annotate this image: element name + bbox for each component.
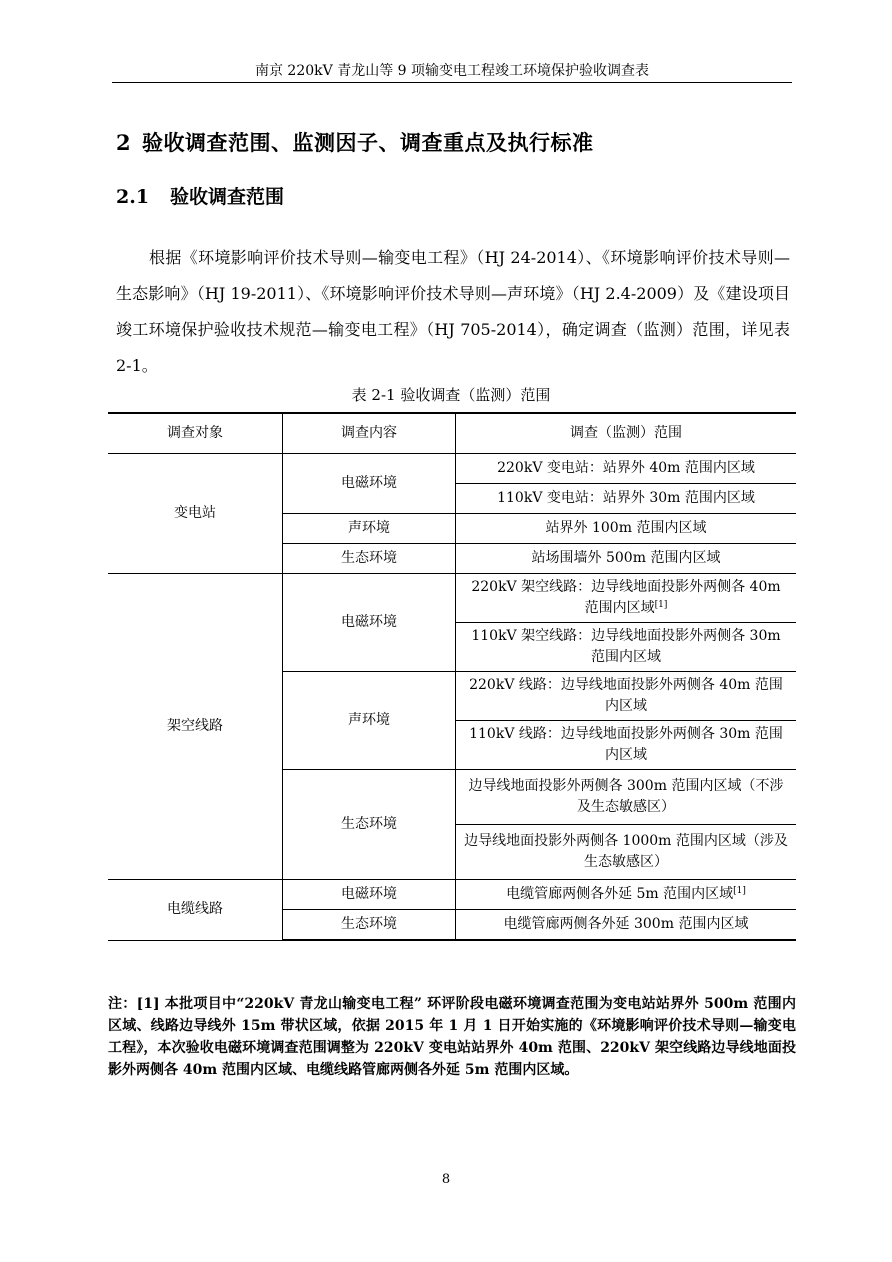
footnote-ref: [1] [733,886,746,896]
subsection-heading [116,183,284,211]
table-header-row [108,413,796,454]
overhead-noise-label: 声环境 [283,672,456,770]
substation-em-110-cell: 110kV 变电站：站界外 30m 范围内区域 [456,484,797,514]
section-title: 验收调查范围、监测因子、调查重点及执行标准 [142,130,594,155]
cable-em-cell [456,880,797,910]
survey-range-table [108,412,796,941]
substation-noise-cell: 站界外 100m 范围内区域 [456,514,797,544]
substation-eco-label: 生态环境 [283,544,456,574]
section-number: 2 [116,130,132,155]
subsection-number: 2.1 [116,186,150,208]
table-caption: 表 2-1 验收调查（监测）范围 [351,386,551,404]
overhead-object-cell: 架空线路 [108,574,283,880]
substation-noise-label: 声环境 [283,514,456,544]
cable-em-text: 电缆管廊两侧各外延 5m 范围内区域 [506,886,734,902]
overhead-eco-label: 生态环境 [283,770,456,880]
body-paragraph: 根据《环境影响评价技术导则—输变电工程》（HJ 24-2014）、《环境影响评价技术导则—生态影响》（HJ 19-2011）、《环境影响评价技术导则—声环境》（HJ 2.4-2009）及《建设项目竣工环境保护验收技术规范—输变电工程》（HJ 705-2014），确定调查（监测）范围，详见表 2-1。 [116,248,790,375]
overhead-noise-220-cell: 220kV 线路：边导线地面投影外两侧各 40m 范围内区域 [456,672,797,721]
overhead-eco-1000-cell: 边导线地面投影外两侧各 1000m 范围内区域（涉及生态敏感区） [456,825,797,880]
overhead-em-label: 电磁环境 [283,574,456,672]
substation-em-label: 电磁环境 [283,454,456,514]
header-rule [112,82,792,83]
table-row [108,574,796,623]
table-row [108,880,796,910]
page-header: 南京 220kV 青龙山等 9 项输变电工程竣工环境保护验收调查表 [254,63,650,79]
cable-em-label: 电磁环境 [283,880,456,910]
substation-em-220-cell: 220kV 变电站：站界外 40m 范围内区域 [456,454,797,484]
cable-eco-label: 生态环境 [283,910,456,941]
header-content: 调查内容 [283,413,456,454]
subsection-title: 验收调查范围 [170,186,285,208]
overhead-em-220-text: 220kV 架空线路：边导线地面投影外两侧各 40m 范围内区域 [471,579,781,616]
cable-eco-cell: 电缆管廊两侧各外延 300m 范围内区域 [456,910,797,941]
header-range: 调查（监测）范围 [456,413,797,454]
footnote-ref: [1] [654,600,668,610]
substation-object-cell: 变电站 [108,454,283,574]
overhead-noise-110-cell: 110kV 线路：边导线地面投影外两侧各 30m 范围内区域 [456,721,797,770]
overhead-em-220-cell [456,574,797,623]
overhead-em-110-cell: 110kV 架空线路：边导线地面投影外两侧各 30m 范围内区域 [456,623,797,672]
page-number: 8 [441,1172,451,1187]
substation-eco-cell: 站场围墙外 500m 范围内区域 [456,544,797,574]
table-note: 注：[1] 本批项目中“220kV 青龙山输变电工程” 环评阶段电磁环境调查范围为变电站站界外 500m 范围内区域、线路边导线外 15m 带状区域，依据 2015 年 1 月 1 日开始实施的《环境影响评价技术导则—输变电工程》，本次验收电磁环境调查范围调整为 220kV 变电站站界外 40m 范围、220kV 架空线路边导线地面投影外两侧各 40m 范围内区域、电缆线路管廊两侧各外延 5m 范围内区域。 [108,996,796,1078]
header-object: 调查对象 [108,413,283,454]
cable-object-cell: 电缆线路 [108,880,283,941]
overhead-eco-300-cell: 边导线地面投影外两侧各 300m 范围内区域（不涉及生态敏感区） [456,770,797,825]
section-heading [116,128,594,158]
table-row [108,454,796,484]
